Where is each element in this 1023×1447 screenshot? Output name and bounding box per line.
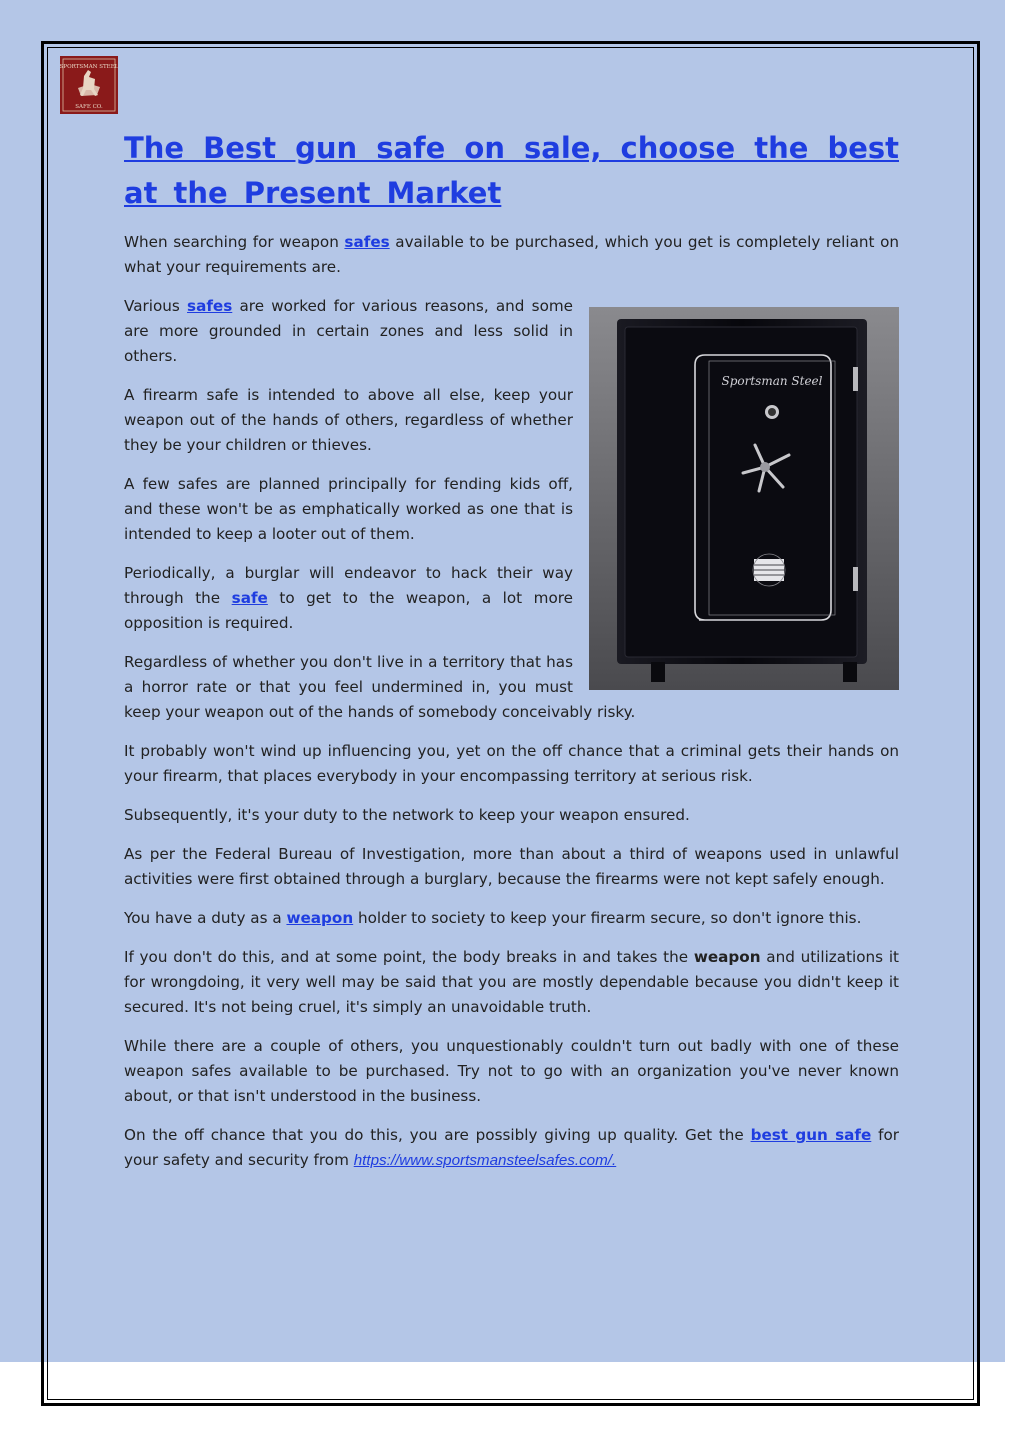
safe-link[interactable]: safe <box>231 589 268 607</box>
logo-bottom-text: SAFE CO. <box>75 104 103 110</box>
paragraph-2: A firearm safe is intended to above all else, keep your weapon out of the hands of others, regardless of whether they be your children or thieves. <box>124 386 573 454</box>
paragraph-intro <box>124 230 899 280</box>
safe-brand-script: Sportsman Steel <box>721 374 823 388</box>
text: are worked for various reasons, and some are more grounded in certain zones and less solid in others. <box>124 297 574 365</box>
safes-link[interactable]: safes <box>344 233 390 251</box>
text: and utilizations it for wrongdoing, it very well may be said that you are mostly dependable because you didn't keep it secured. It's not being cruel, it's simply an unavoidable truth. <box>124 948 899 1016</box>
paragraph-8: As per the Federal Bureau of Investigation, more than about a third of weapons used in unlawful activities were first obtained through a burglary, because the firearms were not kept safely enough. <box>124 845 899 888</box>
text: for your safety and security from <box>124 1126 899 1169</box>
best-gun-safe-link[interactable]: best gun safe <box>750 1126 872 1144</box>
text: If you don't do this, and at some point, the body breaks in and takes the <box>124 948 694 966</box>
bold-weapon: weapon <box>693 948 761 966</box>
text: You have a duty as a <box>124 909 287 927</box>
safes-link-2[interactable]: safes <box>187 297 233 315</box>
paragraph-7: Subsequently, it's your duty to the network to keep your weapon ensured. <box>124 806 690 824</box>
text: On the off chance that you do this, you are possibly giving up quality. Get the <box>124 1126 751 1144</box>
paragraph-3: A few safes are planned principally for fending kids off, and these won't be as emphatically worked as one that is intended to keep a looter out of them. <box>124 475 573 543</box>
text: Periodically, a burglar will endeavor to hack their way through the <box>124 564 573 607</box>
paragraph-9 <box>124 906 899 931</box>
logo-top-text: SPORTSMAN STEEL <box>60 64 118 70</box>
text: holder to society to keep your firearm secure, so don't ignore this. <box>353 909 862 927</box>
weapon-link[interactable]: weapon <box>286 909 354 927</box>
paragraph-12 <box>124 1123 899 1173</box>
text: Various <box>124 297 188 315</box>
page-right-margin <box>1005 0 1023 1362</box>
paragraph-10 <box>124 945 899 1020</box>
text: to get to the weapon, a lot more opposition is required. <box>124 589 573 632</box>
website-url-link[interactable]: https://www.sportsmansteelsafes.com/. <box>353 1152 617 1169</box>
gun-safe-photo <box>589 307 899 690</box>
text: When searching for weapon <box>124 233 345 251</box>
article-body <box>124 126 899 1187</box>
sportsman-steel-logo <box>60 56 118 114</box>
paragraph-11: While there are a couple of others, you unquestionably couldn't turn out badly with one of these weapon safes available to be purchased. Try not to go with an organization you've never known about, or that isn't understood in the business. <box>124 1037 899 1105</box>
text: available to be purchased, which you get is completely reliant on what your requirements are. <box>124 233 899 276</box>
paragraph-6: It probably won't wind up influencing you, yet on the off chance that a criminal gets their hands on your firearm, that places everybody in your encompassing territory at serious risk. <box>124 742 899 785</box>
page-title[interactable]: The Best gun safe on sale, choose the best at the Present Market <box>124 131 899 210</box>
paragraph-5: Regardless of whether you don't live in a territory that has a horror rate or that you feel undermined in, you must keep your weapon out of the hands of somebody conceivably risky. <box>124 653 636 721</box>
